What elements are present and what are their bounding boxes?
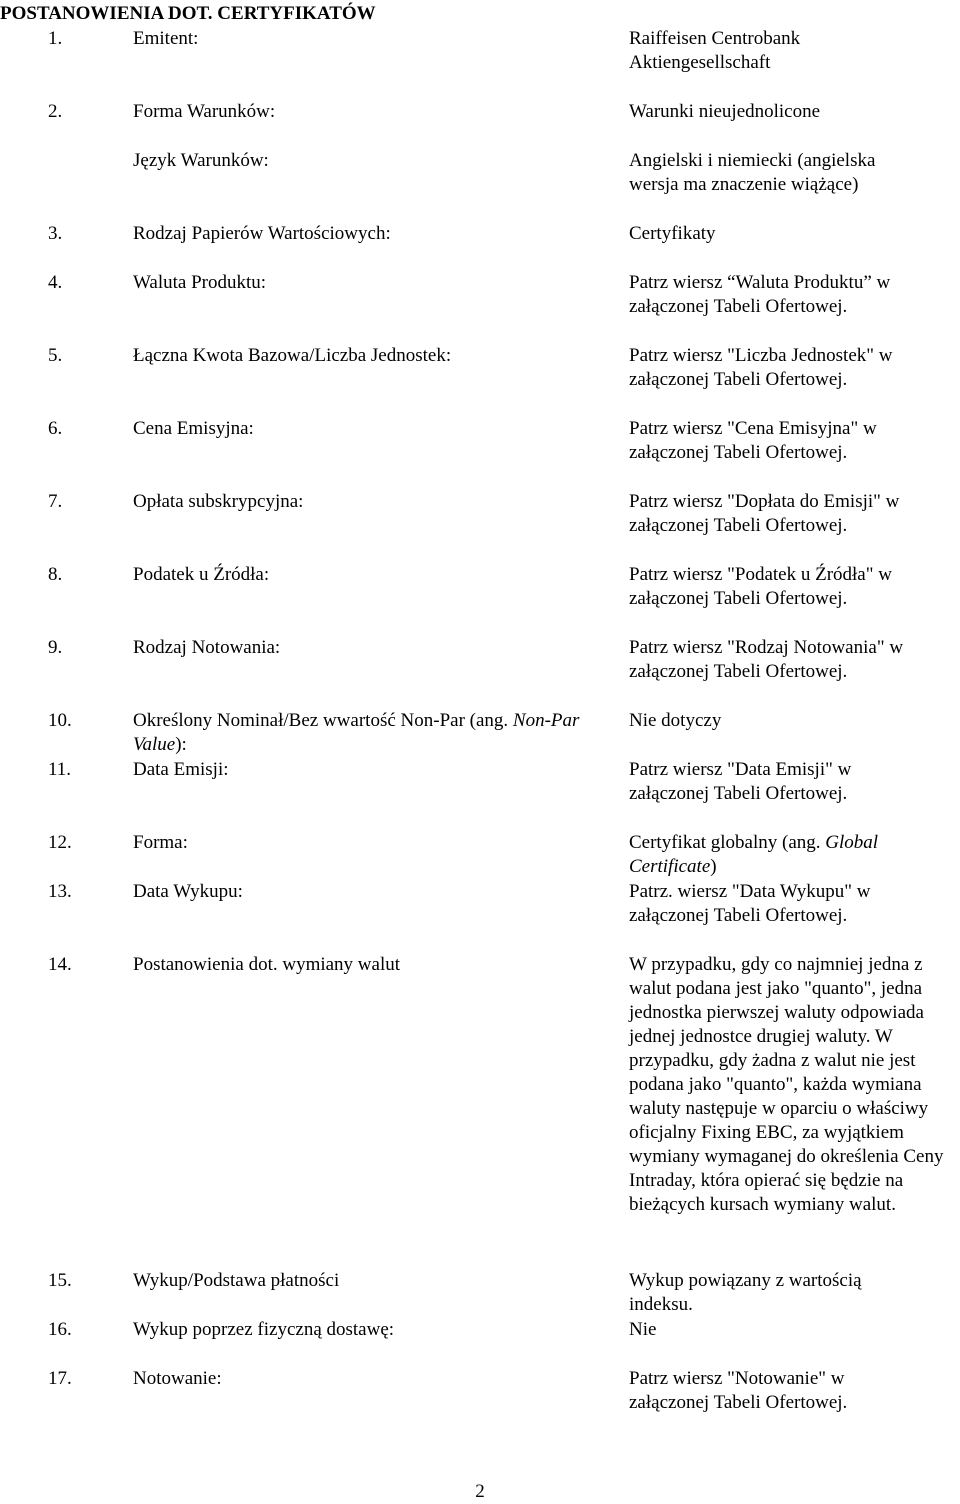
term-label: Wykup poprzez fizyczną dostawę: — [133, 1319, 395, 1340]
term-number: 7. — [48, 491, 63, 512]
term-label: Opłata subskrypcyjna: — [133, 491, 304, 512]
term-label: Forma: — [133, 832, 188, 853]
term-value: Certyfikaty — [629, 223, 716, 244]
term-value: Patrz. wiersz "Data Wykupu" w załączonej Tabeli Ofertowej. — [629, 881, 871, 926]
term-value: Patrz wiersz "Data Emisji" w załączonej Tabeli Ofertowej. — [629, 759, 852, 804]
term-value: Certyfikat globalny (ang. Global Certificate) — [629, 832, 879, 877]
term-number: 5. — [48, 345, 63, 366]
term-value: W przypadku, gdy co najmniej jedna z walut podana jest jako "quanto", jedna jednostka pierwszej waluty odpowiada jednej jednostce drugiej waluty. W przypadku, gdy żadna z walut nie jest podana jako "quanto", każda wymiana waluty następuje w oparciu o właściwy oficjalny Fixing EBC, za wyjątkiem wymiany wymaganej do określenia Ceny Intraday, która opierać się będzie na bieżących kursach wymiany walut. — [629, 954, 944, 1215]
term-number: 4. — [48, 272, 63, 293]
term-value: Patrz wiersz "Notowanie" w załączonej Tabeli Ofertowej. — [629, 1368, 848, 1413]
term-label: Waluta Produktu: — [133, 272, 267, 293]
term-label: Forma Warunków: — [133, 101, 276, 122]
term-number: 1. — [48, 28, 63, 49]
term-label: Rodzaj Papierów Wartościowych: — [133, 223, 391, 244]
term-label: Postanowienia dot. wymiany walut — [133, 954, 401, 975]
term-value: Patrz wiersz “Waluta Produktu” w załączonej Tabeli Ofertowej. — [629, 272, 891, 317]
document-heading: POSTANOWIENIA DOT. CERTYFIKATÓW — [0, 3, 376, 24]
term-label: Wykup/Podstawa płatności — [133, 1270, 340, 1291]
term-number: 13. — [48, 881, 72, 902]
term-value: Warunki nieujednolicone — [629, 101, 821, 122]
term-value: Patrz wiersz "Podatek u Źródła" w załączonej Tabeli Ofertowej. — [629, 564, 892, 609]
term-label: Rodzaj Notowania: — [133, 637, 281, 658]
term-number: 15. — [48, 1270, 72, 1291]
term-value: Patrz wiersz "Rodzaj Notowania" w załączonej Tabeli Ofertowej. — [629, 637, 904, 682]
term-number: 17. — [48, 1368, 72, 1389]
term-number: 8. — [48, 564, 63, 585]
term-number: 6. — [48, 418, 63, 439]
term-label: Cena Emisyjna: — [133, 418, 254, 439]
term-number: 16. — [48, 1319, 72, 1340]
term-value: Patrz wiersz "Liczba Jednostek" w załączonej Tabeli Ofertowej. — [629, 345, 893, 390]
term-number: 2. — [48, 101, 63, 122]
term-label: Łączna Kwota Bazowa/Liczba Jednostek: — [133, 345, 452, 366]
term-value: Raiffeisen Centrobank Aktiengesellschaft — [629, 28, 801, 73]
term-label: Określony Nominał/Bez wwartość Non-Par (ang. Non-Par Value): — [133, 710, 580, 755]
term-label: Podatek u Źródła: — [133, 564, 270, 585]
term-label: Data Wykupu: — [133, 881, 243, 902]
term-number: 9. — [48, 637, 63, 658]
term-value: Patrz wiersz "Dopłata do Emisji" w załączonej Tabeli Ofertowej. — [629, 491, 900, 536]
term-value: Patrz wiersz "Cena Emisyjna" w załączonej Tabeli Ofertowej. — [629, 418, 877, 463]
term-number: 14. — [48, 954, 72, 975]
term-number: 3. — [48, 223, 63, 244]
term-value: Nie — [629, 1319, 657, 1340]
term-number: 11. — [48, 759, 72, 780]
term-value: Angielski i niemiecki (angielska wersja ma znaczenie wiążące) — [629, 150, 876, 195]
term-value: Nie dotyczy — [629, 710, 722, 731]
term-number: 10. — [48, 710, 72, 731]
term-label: Notowanie: — [133, 1368, 222, 1389]
term-label: Emitent: — [133, 28, 199, 49]
page-number: 2 — [475, 1481, 485, 1502]
term-value: Wykup powiązany z wartością indeksu. — [629, 1270, 862, 1315]
term-number: 12. — [48, 832, 72, 853]
term-label: Data Emisji: — [133, 759, 229, 780]
term-label: Język Warunków: — [133, 150, 269, 171]
